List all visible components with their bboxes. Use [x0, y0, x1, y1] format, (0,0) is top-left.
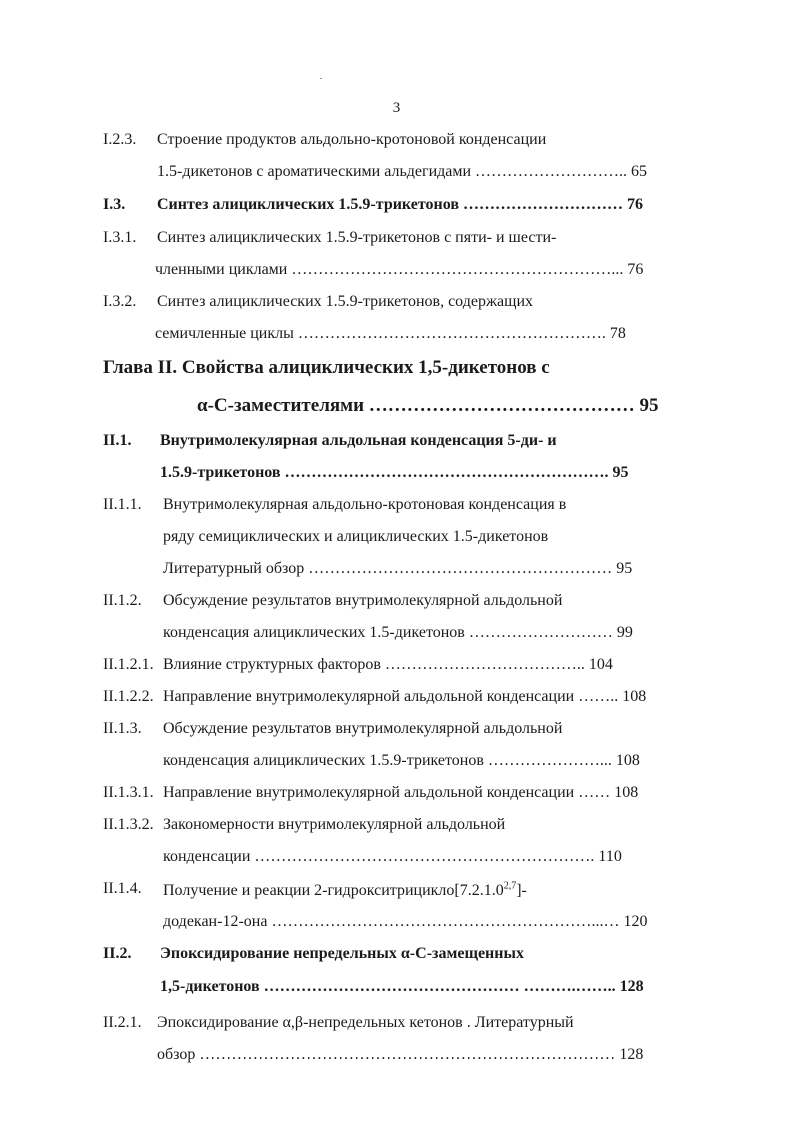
toc-title: Внутримолекулярная альдольно-кротоновая конденсация в [163, 496, 567, 513]
toc-title: семичленные циклы …………………………………………………. 78 [155, 325, 626, 342]
toc-title: Обсуждение результатов внутримолекулярной альдольной [163, 592, 563, 609]
toc-entry [103, 590, 753, 612]
chapter-heading [103, 355, 753, 381]
toc-title: Строение продуктов альдольно-кротоновой конденсации [157, 131, 547, 148]
toc-title: 1.5-дикетонов с ароматическими альдегидами ……………………….. 65 [157, 163, 648, 180]
toc-entry [103, 878, 753, 904]
toc-number: II.1.3.2. [103, 816, 154, 833]
toc-title: Синтез алициклических 1.5.9-трикетонов, содержащих [157, 293, 533, 310]
toc-section [160, 976, 760, 998]
toc-title: Направление внутримолекулярной альдольной конденсации …… 108 [163, 784, 639, 801]
toc-number: II.1. [103, 432, 132, 449]
toc-entry [103, 654, 753, 676]
page-number: 3 [392, 100, 401, 116]
toc-number: I.2.3. [103, 131, 137, 148]
toc-title: Синтез алициклических 1.5.9-трикетонов с пяти- и шести- [157, 229, 557, 246]
toc-entry [103, 291, 753, 313]
toc-section [103, 430, 753, 452]
toc-number: I.3.1. [103, 229, 137, 246]
toc-number: II.1.2.2. [103, 688, 154, 705]
toc-number: II.2. [103, 945, 132, 962]
toc-title: конденсация алициклических 1.5.9-трикетонов …………………... 108 [163, 752, 640, 769]
toc-section [160, 462, 760, 484]
toc-title: Закономерности внутримолекулярной альдольной [163, 816, 506, 833]
toc-entry [103, 814, 753, 836]
toc-title: ряду семициклических и алициклических 1.5-дикетонов [163, 528, 549, 545]
toc-title: Литературный обзор ………………………………………………… 95 [163, 560, 633, 577]
toc-entry [163, 911, 753, 933]
chapter-title-cont: α-С-заместителями …………………………………… 95 [197, 395, 659, 416]
toc-number: II.1.4. [103, 880, 142, 897]
chapter-heading-cont [197, 393, 757, 419]
toc-number: II.1.1. [103, 496, 142, 513]
toc-entry [103, 782, 763, 804]
toc-entry [163, 558, 753, 580]
toc-entry [103, 1012, 753, 1034]
toc-entry [163, 750, 753, 772]
superscript: 2,7 [503, 880, 517, 892]
toc-number: I.3.2. [103, 293, 137, 310]
toc-number: II.1.3.1. [103, 784, 154, 801]
toc-number: II.1.2.1. [103, 656, 154, 673]
toc-title: Обсуждение результатов внутримолекулярной альдольной [163, 720, 563, 737]
toc-section [103, 194, 753, 216]
toc-entry [103, 718, 753, 740]
toc-entry [155, 323, 755, 345]
toc-entry [163, 622, 753, 644]
toc-title: Внутримолекулярная альдольная конденсация 5-ди- и [160, 432, 557, 449]
toc-entry [103, 494, 753, 516]
toc-title: Синтез алициклических 1.5.9-трикетонов ………………………… 76 [157, 196, 643, 213]
chapter-title: Глава II. Свойства алициклических 1,5-дикетонов с [103, 357, 550, 378]
toc-title: Влияние структурных факторов ……………………………….. 104 [163, 656, 613, 673]
toc-title: 1.5.9-трикетонов ……………………………………………………. 95 [160, 464, 629, 481]
toc-title: Направление внутримолекулярной альдольной конденсации …….. 108 [163, 688, 647, 705]
toc-title: Эпоксидирование α,β-непредельных кетонов . Литературный [157, 1014, 574, 1031]
toc-number: II.2.1. [103, 1014, 142, 1031]
toc-entry [103, 686, 763, 708]
toc-entry [103, 227, 753, 249]
toc-title: обзор …………………………………………………………………… 128 [157, 1046, 644, 1063]
toc-entry [157, 161, 757, 183]
toc-entry [163, 846, 753, 868]
toc-title: 1,5-дикетонов ………………………………………… ……….…….. 128 [160, 978, 644, 995]
toc-title: конденсация алициклических 1.5-дикетонов ……………………… 99 [163, 624, 633, 641]
toc-entry [155, 259, 755, 281]
toc-entry [103, 129, 753, 151]
toc-number: II.1.3. [103, 720, 142, 737]
toc-title-tail: ]- [516, 882, 527, 899]
toc-number: I.3. [103, 196, 126, 213]
toc-section [103, 943, 753, 965]
toc-title: Эпоксидирование непредельных α-С-замещенных [160, 945, 524, 962]
toc-entry [157, 1044, 757, 1066]
toc-title: конденсации ………………………………………………………. 110 [163, 848, 622, 865]
toc-number: II.1.2. [103, 592, 142, 609]
toc-title: додекан-12-она ……………………………………………………...… 120 [163, 913, 648, 930]
toc-title: членными циклами ……………………………………………………... 76 [155, 261, 644, 278]
toc-title: Получение и реакции 2-гидрокситрицикло[7.2.1.0 [163, 882, 504, 899]
scan-speck [320, 78, 322, 79]
toc-entry [163, 526, 753, 548]
